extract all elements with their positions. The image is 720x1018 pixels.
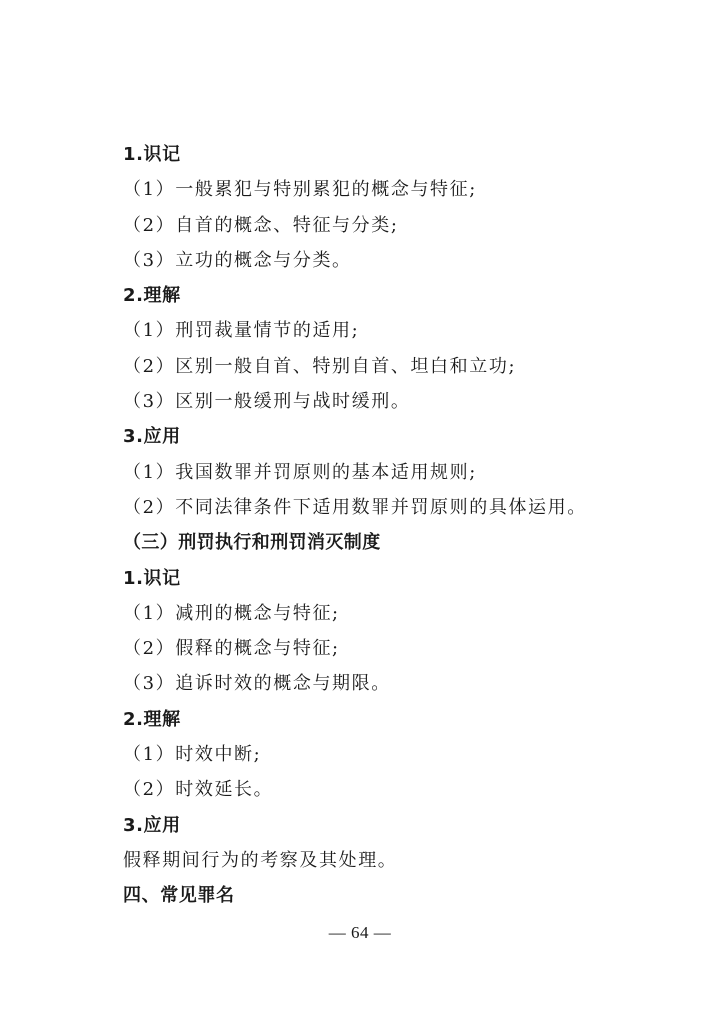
section-heading: （三）刑罚执行和刑罚消灭制度 (123, 532, 381, 554)
list-item: （1）一般累犯与特别累犯的概念与特征; (123, 179, 477, 201)
list-item: （3）立功的概念与分类。 (123, 249, 352, 271)
heading-understand: 2.理解 (123, 708, 181, 730)
heading-apply: 3.应用 (123, 814, 181, 836)
list-item: （2）时效延长。 (123, 779, 274, 801)
list-item: （3）追诉时效的概念与期限。 (123, 673, 391, 695)
heading-apply: 3.应用 (123, 426, 181, 448)
list-item: （2）假释的概念与特征; (123, 638, 340, 660)
page-number: — 64 — (328, 923, 392, 942)
list-item: （2）不同法律条件下适用数罪并罚原则的具体运用。 (123, 496, 587, 518)
heading-memorize: 1.识记 (123, 567, 181, 589)
list-item: （1）减刑的概念与特征; (123, 602, 340, 624)
list-item: （2）自首的概念、特征与分类; (123, 214, 399, 236)
chapter-heading: 四、常见罪名 (123, 885, 235, 907)
list-item: （3）区别一般缓刑与战时缓刑。 (123, 391, 411, 413)
heading-understand: 2.理解 (123, 285, 181, 307)
page-content (123, 137, 593, 914)
list-item: （1）我国数罪并罚原则的基本适用规则; (123, 461, 477, 483)
list-item: （1）时效中断; (123, 744, 262, 766)
list-item: （2）区别一般自首、特别自首、坦白和立功; (123, 355, 517, 377)
paragraph: 假释期间行为的考察及其处理。 (123, 849, 398, 871)
list-item: （1）刑罚裁量情节的适用; (123, 320, 360, 342)
heading-memorize: 1.识记 (123, 144, 181, 165)
